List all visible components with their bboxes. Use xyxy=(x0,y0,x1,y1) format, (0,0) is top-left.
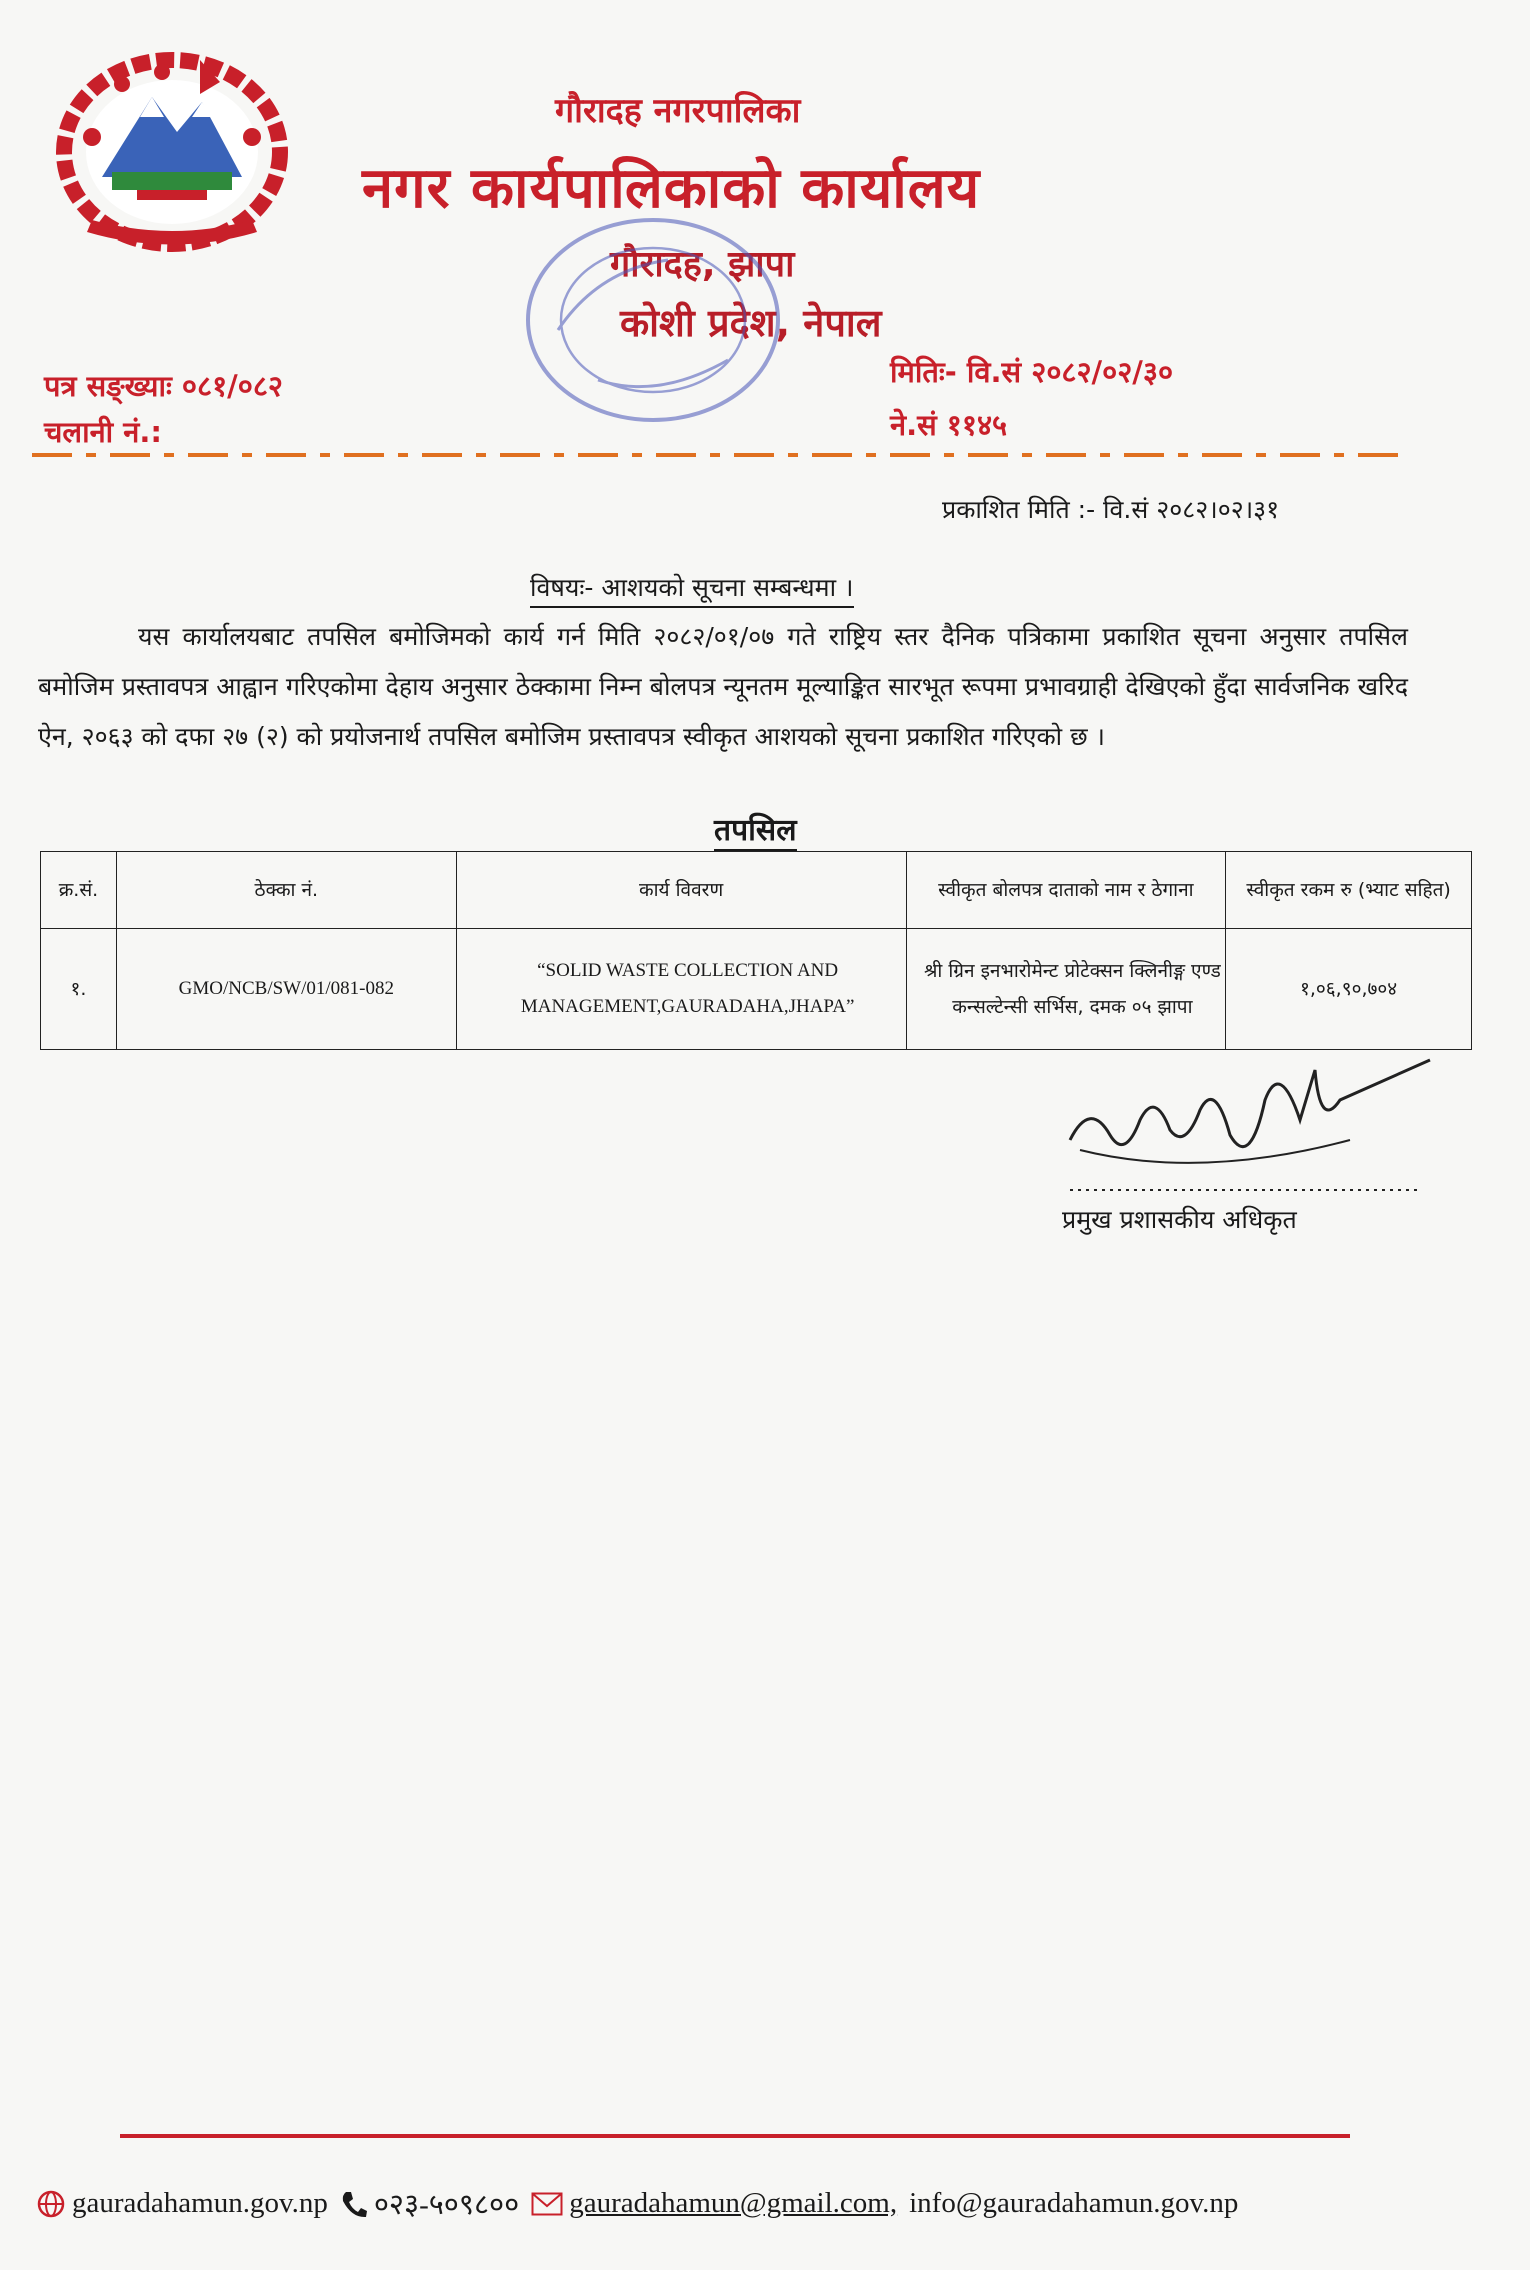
header-work-description: कार्य विवरण xyxy=(456,852,906,929)
district-name: गौरादह, झापा xyxy=(610,244,795,285)
table-row xyxy=(41,929,1472,1050)
footer-website[interactable]: gauradahamun.gov.np xyxy=(72,2187,328,2219)
cell-contract-no: GMO/NCB/SW/01/081-082 xyxy=(116,929,456,1050)
globe-icon xyxy=(36,2189,66,2219)
subject-line: विषयः- आशयको सूचना सम्बन्धमा । xyxy=(530,570,854,608)
footer-email-primary[interactable]: gauradahamun@gmail.com, xyxy=(569,2187,898,2219)
nepal-sambat-date: ने.सं ११४५ xyxy=(890,408,1008,442)
table-header-row xyxy=(41,852,1472,929)
header-amount: स्वीकृत रकम रु (भ्याट सहित) xyxy=(1226,852,1472,929)
letter-date: मितिः- वि.सं २०८२/०२/३० xyxy=(890,355,1174,389)
signatory-title: प्रमुख प्रशासकीय अधिकृत xyxy=(1062,1205,1297,1234)
dispatch-number: चलानी नं.: xyxy=(44,415,162,449)
footer-divider xyxy=(120,2134,1350,2138)
phone-icon xyxy=(340,2189,368,2219)
mail-icon xyxy=(531,2192,563,2216)
cell-bidder: श्री ग्रिन इनभारोमेन्ट प्रोटेक्सन क्लिनीङ्ग एण्ड कन्सल्टेन्सी सर्भिस, दमक ०५ झापा xyxy=(906,929,1226,1050)
nepal-emblem-logo xyxy=(52,42,292,252)
header-contract-no: ठेक्का नं. xyxy=(116,852,456,929)
official-stamp xyxy=(518,210,788,430)
cell-sn: १. xyxy=(41,929,117,1050)
footer-phone[interactable]: ०२३-५०९८०० xyxy=(373,2189,520,2221)
footer-email-info[interactable]: info@gauradahamun.gov.np xyxy=(909,2187,1239,2219)
cell-work-description: “SOLID WASTE COLLECTION AND MANAGEMENT,GAURADAHA,JHAPA” xyxy=(456,929,906,1050)
award-table xyxy=(40,851,1472,1050)
header-sn: क्र.सं. xyxy=(41,852,117,929)
header-bidder: स्वीकृत बोलपत्र दाताको नाम र ठेगाना xyxy=(906,852,1226,929)
details-heading: तपसिल xyxy=(714,808,797,851)
letter-number: पत्र सङ्ख्याः ०८१/०८२ xyxy=(44,369,283,403)
signature xyxy=(1050,1040,1450,1210)
office-name: नगर कार्यपालिकाको कार्यालय xyxy=(362,156,981,221)
municipality-name: गौरादह नगरपालिका xyxy=(555,91,801,131)
header-divider xyxy=(32,452,1412,458)
body-paragraph: यस कार्यालयबाट तपसिल बमोजिमको कार्य गर्न मिति २०८२/०१/०७ गते राष्ट्रिय स्तर दैनिक पत्रिकामा प्रकाशित सूचना अनुसार तपसिल बमोजिम प्रस्तावपत्र आह्वान गरिएकोमा देहाय अनुसार ठेक्कामा निम्न बोलपत्र न्यूनतम मूल्याङ्कित सारभूत रूपमा प्रभावग्राही देखिएको हुँदा सार्वजनिक खरिद ऐन, २०६३ को दफा २७ (२) को प्रयोजनार्थ तपसिल बमोजिम प्रस्तावपत्र स्वीकृत आशयको सूचना प्रकाशित गरिएको छ । xyxy=(38,622,1408,751)
cell-amount: १,०६,९०,७०४ xyxy=(1226,929,1472,1050)
published-date: प्रकाशित मिति :- वि.सं २०८२।०२।३१ xyxy=(942,495,1280,524)
province-name: कोशी प्रदेश, नेपाल xyxy=(620,301,882,345)
footer-contacts xyxy=(36,2184,1250,2223)
